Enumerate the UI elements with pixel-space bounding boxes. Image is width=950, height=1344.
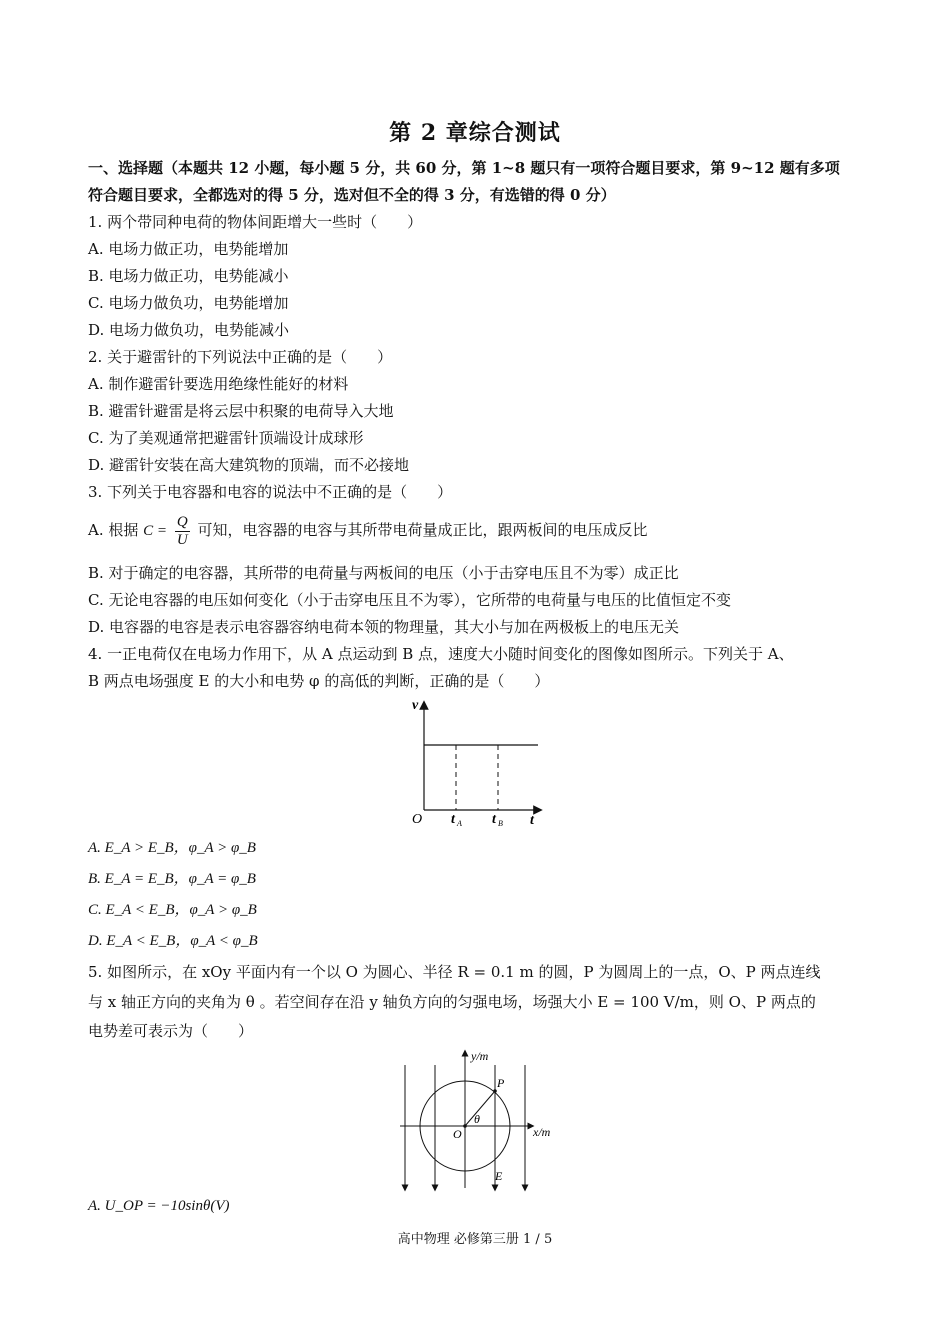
q5-stem-line3: 电势差可表示为（ ） [88,1022,254,1040]
q3-option-a-prefix: A. 根据 [88,521,139,539]
q5-o-label: O [453,1127,462,1141]
page-footer: 高中物理 必修第三册 1 / 5 [397,1232,553,1247]
q3-option-a [88,512,647,549]
q2-option-d: D. 避雷针安装在高大建筑物的顶端，而不必接地 [88,456,410,474]
q1-option-b: B. 电场力做正功，电势能减小 [88,267,289,285]
q4-v-label: v [412,698,419,713]
q5-option-a: A. U_OP = −10sinθ(V) [88,1198,230,1214]
section-header-line2: 符合题目要求，全都选对的得 5 分，选对但不全的得 3 分，有选错的得 0 分） [88,186,616,204]
q4-option-a: A. E_A > E_B，φ_A > φ_B [88,840,256,856]
q3-option-b: B. 对于确定的电容器，其所带的电荷量与两板间的电压（小于击穿电压且不为零）成正比 [88,564,679,582]
q3-formula-numerator: Q [176,513,188,530]
q3-stem: 3. 下列关于电容器和电容的说法中不正确的是（ ） [88,483,453,501]
q5-e-label: E [495,1169,503,1183]
q2-option-c: C. 为了美观通常把避雷针顶端设计成球形 [88,429,364,447]
q4-ta-label: t [451,812,455,827]
q4-tb-label: t [492,812,496,827]
q3-formula-lhs: C = [143,523,168,539]
q5-circle-field-figure [395,1045,565,1195]
q2-option-b: B. 避雷针避雷是将云层中积聚的电荷导入大地 [88,402,394,420]
q5-theta-label: θ [474,1112,480,1126]
q2-stem: 2. 关于避雷针的下列说法中正确的是（ ） [88,348,393,366]
q5-x-label: x/m [533,1125,551,1139]
q4-option-c: C. E_A < E_B，φ_A > φ_B [88,902,257,918]
q5-point-o [463,1124,467,1128]
q5-y-label: y/m [471,1049,489,1063]
q2-option-a: A. 制作避雷针要选用绝缘性能好的材料 [88,375,349,393]
q3-option-d: D. 电容器的电容是表示电容器容纳电荷本领的物理量，其大小与加在两极板上的电压无关 [88,618,680,636]
q4-o-label: O [412,812,423,827]
q3-option-c: C. 无论电容器的电压如何变化（小于击穿电压且不为零），它所带的电荷量与电压的比值恒定不变 [88,591,731,609]
q4-ta-sub: A [457,819,462,828]
q3-formula-fraction [175,514,190,549]
q1-stem: 1. 两个带同种电荷的物体间距增大一些时（ ） [88,213,423,231]
q4-stem-line1: 4. 一正电荷仅在电场力作用下，从 A 点运动到 B 点，速度大小随时间变化的图像如图所示。下列关于 A、 [88,645,794,663]
q1-option-a: A. 电场力做正功，电势能增加 [88,240,289,258]
q4-option-b: B. E_A = E_B，φ_A = φ_B [88,871,256,887]
q3-formula-denominator: U [176,531,188,548]
q4-option-d: D. E_A < E_B，φ_A < φ_B [88,933,258,949]
q1-option-c: C. 电场力做负功，电势能增加 [88,294,289,312]
q5-stem-line2: 与 x 轴正方向的夹角为 θ 。若空间存在沿 y 轴负方向的匀强电场，场强大小 E = 100 V/m，则 O、P 两点的 [88,993,816,1011]
q4-t-label: t [530,813,534,828]
q4-stem-line2: B 两点电场强度 E 的大小和电势 φ 的高低的判断，正确的是（ ） [88,672,550,690]
page-title: 第 2 章综合测试 [389,120,561,146]
section-header-line1: 一、选择题（本题共 12 小题，每小题 5 分，共 60 分，第 1~8 题只有一项符合题目要求，第 9~12 题有多项 [88,159,840,177]
q5-stem-line1: 5. 如图所示，在 xOy 平面内有一个以 O 为圆心、半径 R = 0.1 m 的圆，P 为圆周上的一点，O、P 两点连线 [88,963,821,981]
q4-velocity-time-graph [400,695,550,830]
q5-radius-op [465,1091,495,1126]
q3-option-a-text: 可知，电容器的电容与其所带电荷量成正比，跟两板间的电压成反比 [197,521,648,539]
q1-option-d: D. 电场力做负功，电势能减小 [88,321,290,339]
q4-tb-sub: B [498,819,503,828]
q5-p-label: P [497,1076,505,1090]
